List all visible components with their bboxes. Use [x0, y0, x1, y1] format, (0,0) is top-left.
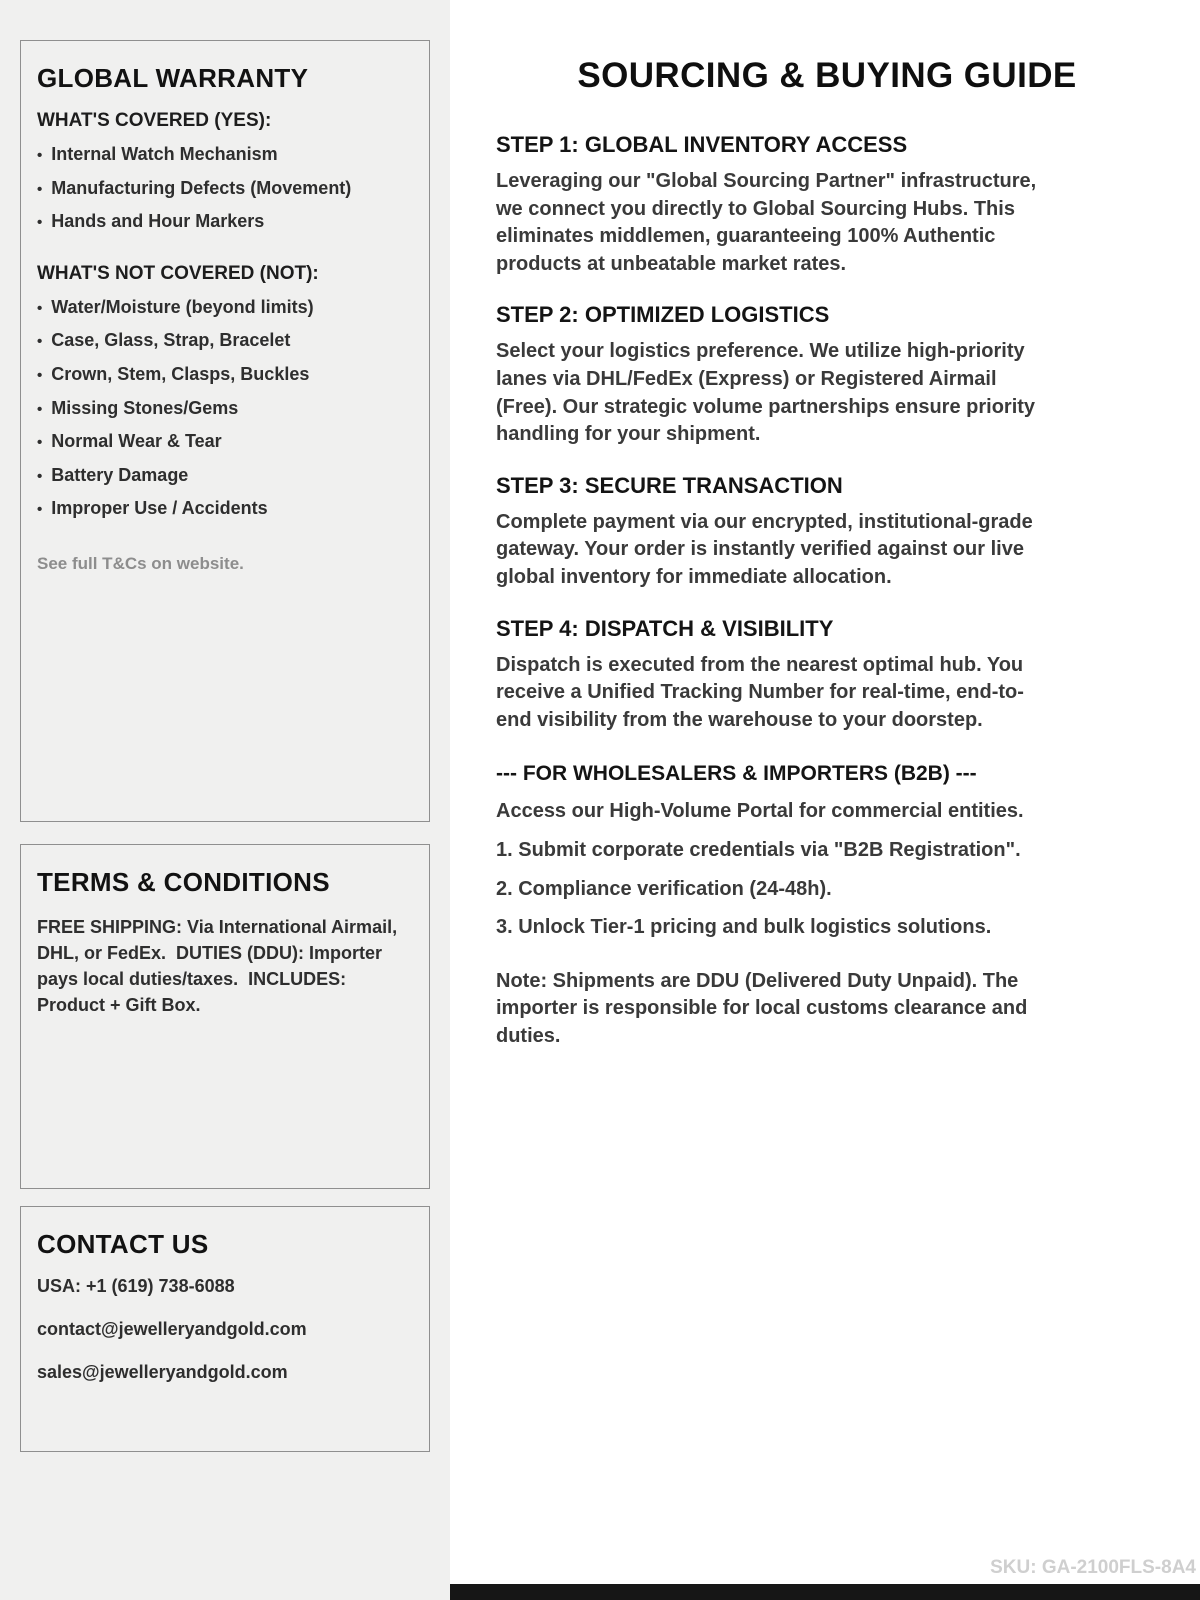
not-covered-title: WHAT'S NOT COVERED (NOT): [37, 262, 319, 284]
b2b-step-1: 1. Submit corporate credentials via "B2B Registration". [496, 838, 1021, 861]
terms-body: FREE SHIPPING: Via International Airmail, DHL, or FedEx. DUTIES (DDU): Importer pays local duties/taxes. INCLUDES: Product + Gift Box. [37, 917, 403, 1016]
step-4-body: Dispatch is executed from the nearest optimal hub. You receive a Unified Tracking Number for real-time, end-to-end visibility from the warehouse to your doorstep. [496, 653, 1024, 731]
list-item: • Manufacturing Defects (Movement) [37, 178, 413, 200]
global-warranty-box [20, 40, 430, 822]
b2b-step-3: 3. Unlock Tier-1 pricing and bulk logistics solutions. [496, 916, 992, 939]
step-1-body: Leveraging our "Global Sourcing Partner" infrastructure, we connect you directly to Global Sourcing Hubs. This eliminates middlemen, guaranteeing 100% Authentic products at unbeatable market rates. [496, 170, 1037, 275]
contact-title: CONTACT US [37, 1229, 209, 1259]
step-2-body: Select your logistics preference. We utilize high-priority lanes via DHL/FedEx (Express) or Registered Airmail (Free). Our strategic volume partnerships ensure priority handling for your shipment. [496, 340, 1036, 446]
list-item: • Normal Wear & Tear [37, 431, 413, 453]
b2b-intro: Access our High-Volume Portal for commercial entities. [496, 800, 1024, 823]
b2b-step-2: 2. Compliance verification (24-48h). [496, 877, 832, 900]
sku-label: SKU: GA-2100FLS-8A4 [990, 1557, 1196, 1578]
list-item: • Missing Stones/Gems [37, 398, 413, 420]
list-item: • Crown, Stem, Clasps, Buckles [37, 364, 413, 386]
contact-email-sales: sales@jewelleryandgold.com [37, 1362, 288, 1382]
main-content [450, 0, 1200, 1600]
b2b-ddu-note: Note: Shipments are DDU (Delivered Duty Unpaid). The importer is responsible for local customs clearance and duties. [496, 969, 1028, 1047]
terms-title: TERMS & CONDITIONS [37, 867, 330, 897]
page-title: SOURCING & BUYING GUIDE [577, 56, 1077, 95]
contact-us-box [20, 1206, 430, 1452]
covered-title: WHAT'S COVERED (YES): [37, 110, 272, 131]
step-3-heading: STEP 3: SECURE TRANSACTION [496, 472, 843, 498]
contact-email-primary: contact@jewelleryandgold.com [37, 1319, 307, 1339]
list-item: • Case, Glass, Strap, Bracelet [37, 330, 413, 352]
warranty-footnote: See full T&Cs on website. [37, 553, 244, 573]
step-3-section [496, 473, 1044, 592]
list-item: • Battery Damage [37, 465, 413, 487]
step-1-heading: STEP 1: GLOBAL INVENTORY ACCESS [496, 132, 908, 157]
not-covered-list [37, 297, 413, 520]
b2b-section [496, 762, 1044, 1050]
step-4-heading: STEP 4: DISPATCH & VISIBILITY [496, 615, 834, 641]
terms-conditions-box [20, 844, 430, 1189]
step-2-section [496, 302, 1044, 448]
step-2-heading: STEP 2: OPTIMIZED LOGISTICS [496, 302, 830, 328]
list-item: • Improper Use / Accidents [37, 498, 413, 520]
warranty-title: GLOBAL WARRANTY [37, 63, 309, 93]
sidebar [0, 0, 450, 1600]
step-3-body: Complete payment via our encrypted, institutional-grade gateway. Your order is instantly verified against our live global inventory for immediate allocation. [496, 510, 1033, 588]
footer-bar [450, 1584, 1200, 1600]
covered-list [37, 144, 413, 233]
step-4-section [496, 616, 1044, 735]
list-item: • Hands and Hour Markers [37, 211, 413, 233]
b2b-heading: --- FOR WHOLESALERS & IMPORTERS (B2B) --- [496, 762, 977, 786]
step-1-section [496, 132, 1044, 278]
contact-phone: USA: +1 (619) 738-6088 [37, 1276, 235, 1296]
list-item: • Internal Watch Mechanism [37, 144, 413, 166]
list-item: • Water/Moisture (beyond limits) [37, 297, 413, 319]
